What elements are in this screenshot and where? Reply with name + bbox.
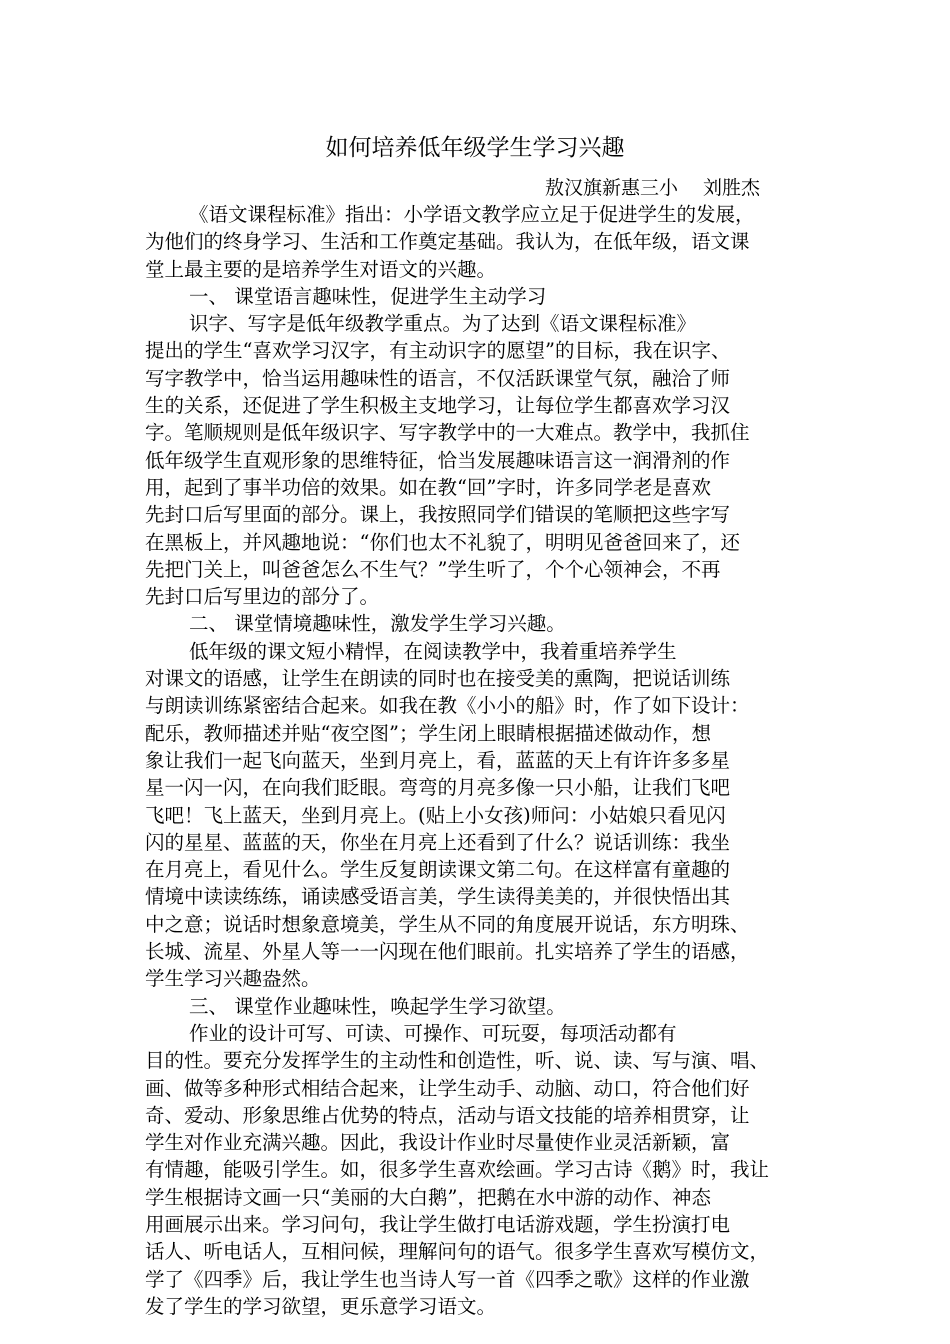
- text-line: 中之意；说话时想象意境美，学生从不同的角度展开说话，东方明珠、: [145, 912, 750, 936]
- text-line: 作业的设计可写、可读、可操作、可玩耍，每项活动都有: [189, 1021, 677, 1045]
- text-line: 闪的星星、蓝蓝的天，你坐在月亮上还看到了什么？说话训练：我坐: [145, 830, 731, 854]
- text-line: 识字、写字是低年级教学重点。为了达到《语文课程标准》: [189, 312, 697, 336]
- author-line: 敖汉旗新惠三小 刘胜杰: [545, 177, 761, 199]
- document-title: 如何培养低年级学生学习兴趣: [325, 135, 625, 161]
- text-line: 飞吧！飞上蓝天，坐到月亮上。(贴上小女孩)师问：小姑娘只看见闪: [145, 803, 726, 827]
- text-line: 学生对作业充满兴趣。因此，我设计作业时尽量使作业灵活新颖，富: [145, 1131, 731, 1155]
- text-line: 有情趣，能吸引学生。如，很多学生喜欢绘画。学习古诗《鹅》时，我让: [145, 1158, 770, 1182]
- text-line: 对课文的语感，让学生在朗读的同时也在接受美的熏陶，把说话训练: [145, 667, 731, 691]
- text-line: 写字教学中，恰当运用趣味性的语言，不仅活跃课堂气氛，融洽了师: [145, 366, 731, 390]
- text-line: 三、 课堂作业趣味性，唤起学生学习欲望。: [189, 994, 566, 1018]
- text-line: 学生学习兴趣盎然。: [145, 967, 321, 991]
- text-line: 低年级学生直观形象的思维特征，恰当发展趣味语言这一润滑剂的作: [145, 448, 731, 472]
- text-line: 象让我们一起飞向蓝天，坐到月亮上，看，蓝蓝的天上有许许多多星: [145, 748, 731, 772]
- text-line: 先封口后写里面的部分。课上，我按照同学们错误的笔顺把这些字写: [145, 503, 731, 527]
- text-line: 字。笔顺规则是低年级识字、写字教学中的一大难点。教学中，我抓住: [145, 421, 750, 445]
- text-line: 长城、流星、外星人等一一闪现在他们眼前。扎实培养了学生的语感，: [145, 940, 750, 964]
- text-line: 低年级的课文短小精悍，在阅读教学中，我着重培养学生: [189, 639, 677, 663]
- text-line: 学了《四季》后，我让学生也当诗人写一首《四季之歌》这样的作业激: [145, 1267, 750, 1291]
- text-line: 发了学生的学习欲望，更乐意学习语文。: [145, 1294, 497, 1318]
- text-line: 先把门关上，叫爸爸怎么不生气？”学生听了，个个心领神会，不再: [145, 557, 721, 581]
- text-line: 学生根据诗文画一只“美丽的大白鹅”，把鹅在水中游的动作、神态: [145, 1185, 711, 1209]
- text-line: 与朗读训练紧密结合起来。如我在教《小小的船》时，作了如下设计：: [145, 694, 750, 718]
- text-line: 《语文课程标准》指出：小学语文教学应立足于促进学生的发展，: [189, 203, 755, 226]
- text-line: 堂上最主要的是培养学生对语文的兴趣。: [145, 257, 497, 281]
- text-line: 奇、爱动、形象思维占优势的特点，活动与语文技能的培养相贯穿，让: [145, 1103, 750, 1127]
- document-body: [145, 201, 825, 1320]
- text-line: 星一闪一闪，在向我们眨眼。弯弯的月亮多像一只小船，让我们飞吧: [145, 776, 731, 800]
- text-line: 一、 课堂语言趣味性，促进学生主动学习: [189, 284, 547, 308]
- text-line: 在黑板上，并风趣地说：“你们也太不礼貌了，明明见爸爸回来了，还: [145, 530, 740, 554]
- text-line: 提出的学生“喜欢学习汉字，有主动识字的愿望”的目标，我在识字、: [145, 339, 731, 363]
- text-line: 在月亮上，看见什么。学生反复朗读课文第二句。在这样富有童趣的: [145, 858, 731, 882]
- text-line: 二、 课堂情境趣味性，激发学生学习兴趣。: [189, 612, 566, 636]
- text-line: 先封口后写里边的部分了。: [145, 585, 380, 609]
- text-line: 配乐，教师描述并贴“夜空图”；学生闭上眼睛根据描述做动作，想: [145, 721, 711, 745]
- text-line: 画、做等多种形式相结合起来，让学生动手、动脑、动口，符合他们好: [145, 1076, 750, 1100]
- text-line: 目的性。要充分发挥学生的主动性和创造性，听、说、读、写与演、唱、: [145, 1049, 770, 1073]
- text-line: 用，起到了事半功倍的效果。如在教“回”字时，许多同学老是喜欢: [145, 475, 711, 499]
- text-line: 生的关系，还促进了学生积极主支地学习，让每位学生都喜欢学习汉: [145, 394, 731, 418]
- text-line: 用画展示出来。学习问句，我让学生做打电话游戏题，学生扮演打电: [145, 1212, 731, 1236]
- text-line: 为他们的终身学习、生活和工作奠定基础。我认为，在低年级，语文课: [145, 230, 750, 254]
- text-line: 话人、听电话人，互相问候，理解问句的语气。很多学生喜欢写模仿文，: [145, 1240, 770, 1264]
- text-line: 情境中读读练练，诵读感受语言美，学生读得美美的，并很快悟出其: [145, 885, 731, 909]
